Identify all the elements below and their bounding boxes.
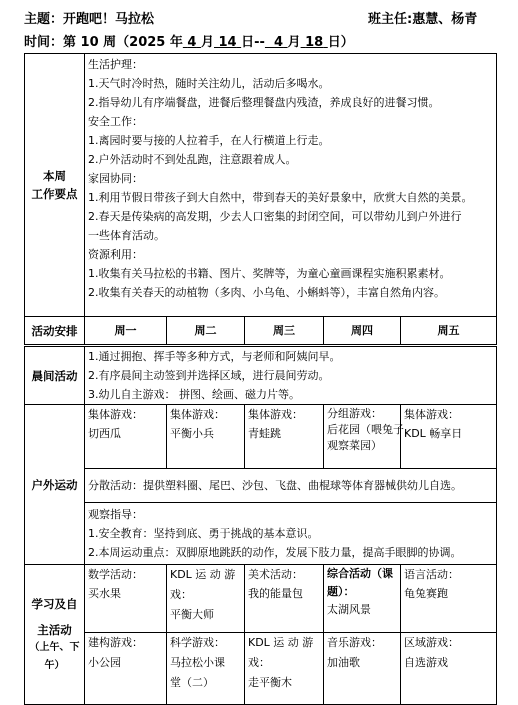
start-month: 4 (187, 35, 197, 50)
start-month-label: 月 (200, 35, 214, 50)
day-header: 周五 (401, 317, 497, 346)
day-header: 周四 (324, 317, 401, 346)
weekly-line: 2.收集有关春天的动植物（多肉、小乌龟、小蝌蚪等），丰富自然角内容。 (88, 286, 445, 299)
outdoor-game-tue: 集体游戏： 平衡小兵 (167, 405, 245, 469)
weekly-line: 2.春天是传染病的高发期，少去人口密集的封闭空间，可以带幼儿到户外进行 (88, 210, 462, 223)
learning-label: 学习及自 主活动 （上午、下 午） (25, 565, 85, 705)
weekly-line: 资源利用： (88, 248, 143, 261)
weekly-line: 1.天气时冷时热，随时关注幼儿，活动后多喝水。 (88, 77, 330, 90)
plan-theme: 主题：开跑吧！马拉松 (24, 12, 155, 27)
weekly-points-label: 本周 工作要点 (25, 54, 85, 317)
learning-mon-1: 数学活动： 买水果 (85, 565, 167, 633)
date-dash: -- (254, 35, 265, 50)
morning-line: 1.通过拥抱、挥手等多种方式，与老师和阿姨问早。 (88, 350, 341, 363)
plan-time (24, 31, 354, 50)
weekly-line: 1.收集有关马拉松的书籍、图片、奖牌等，为童心童画课程实施积累素材。 (88, 267, 451, 280)
outdoor-game-mon: 集体游戏： 切西瓜 (85, 405, 167, 469)
outdoor-label: 户外运动 (25, 405, 85, 565)
morning-line: 3.幼儿自主游戏： 拼图、绘画、磁力片等。 (88, 388, 300, 401)
end-day-label: 日 (327, 35, 341, 50)
outdoor-observe-row (25, 503, 497, 565)
head-teacher: 班主任:惠慧、杨青 (368, 12, 478, 27)
time-prefix: 时间：第 10 周（2025 年 (24, 35, 183, 50)
learning-row-2 (25, 633, 497, 705)
learning-tue-2: 科学游戏： 马拉松小课 堂（二） (167, 633, 245, 705)
morning-row (25, 346, 497, 405)
end-month-label: 月 (287, 35, 301, 50)
morning-content (85, 346, 497, 405)
start-day-label: 日 (241, 35, 255, 50)
weekly-line: 2.户外活动时不到处乱跑，注意跟着成人。 (88, 153, 297, 166)
time-suffix: ） (340, 35, 354, 50)
day-header: 周三 (245, 317, 324, 346)
learning-thu-2: 音乐游戏： 加油歌 (324, 633, 401, 705)
weekly-line: 安全工作： (88, 115, 143, 128)
start-day: 14 (218, 35, 237, 50)
weekly-line: 2.指导幼儿有序端餐盘，进餐后整理餐盘内残渣，养成良好的进餐习惯。 (88, 96, 440, 109)
weekly-line: 家园协同： (88, 172, 143, 185)
morning-label: 晨间活动 (25, 346, 85, 405)
weekly-points-row (25, 54, 497, 317)
learning-tue-1: KDL 运 动 游 戏： 平衡大师 (167, 565, 245, 633)
weekly-points-content (85, 54, 497, 317)
weekly-line: 1.离园时要与接的人拉着手，在人行横道上行走。 (88, 134, 330, 147)
observe-line: 2.本周运动重点：双脚原地跳跃的动作，发展下肢力量，提高手眼脚的协调。 (88, 546, 462, 559)
learning-row-1 (25, 565, 497, 633)
morning-line: 2.有序晨间主动签到并选择区域，进行晨间劳动。 (88, 369, 330, 382)
weekly-line: 一些体育活动。 (88, 229, 165, 242)
end-month: 4 (274, 35, 284, 50)
day-header: 周二 (167, 317, 245, 346)
learning-fri-2: 区域游戏： 自选游戏 (401, 633, 497, 705)
outdoor-game-wed: 集体游戏： 青蛙跳 (245, 405, 324, 469)
outdoor-game-fri: 集体游戏： KDL 畅享日 (401, 405, 497, 469)
outdoor-games-row (25, 405, 497, 469)
observe-line: 观察指导： (88, 508, 143, 521)
schedule-header-row (25, 317, 497, 346)
learning-wed-2: KDL 运 动 游 戏： 走平衡木 (245, 633, 324, 705)
observe-line: 1.安全教育：坚持到底、勇于挑战的基本意识。 (88, 527, 319, 540)
weekly-plan-table (24, 53, 497, 705)
learning-thu-1: 综合活动（课题）： 太湖风景 (324, 565, 401, 633)
schedule-label: 活动安排 (25, 317, 85, 346)
outdoor-observe (85, 503, 497, 565)
weekly-line: 生活护理： (88, 58, 143, 71)
outdoor-game-thu: 分组游戏： 后花园（喂兔子， 观察菜园） (324, 405, 401, 469)
end-day: 18 (305, 35, 324, 50)
outdoor-scatter: 分散活动：提供塑料圈、尾巴、沙包、飞盘、曲棍球等体育器械供幼儿自选。 (85, 469, 497, 503)
day-header: 周一 (85, 317, 167, 346)
weekly-line: 1.利用节假日带孩子到大自然中，带到春天的美好景象中，欣赏大自然的美景。 (88, 191, 473, 204)
learning-wed-1: 美术活动： 我的能量包 (245, 565, 324, 633)
learning-mon-2: 建构游戏： 小公园 (85, 633, 167, 705)
outdoor-scatter-row (25, 469, 497, 503)
learning-fri-1: 语言活动： 龟兔赛跑 (401, 565, 497, 633)
